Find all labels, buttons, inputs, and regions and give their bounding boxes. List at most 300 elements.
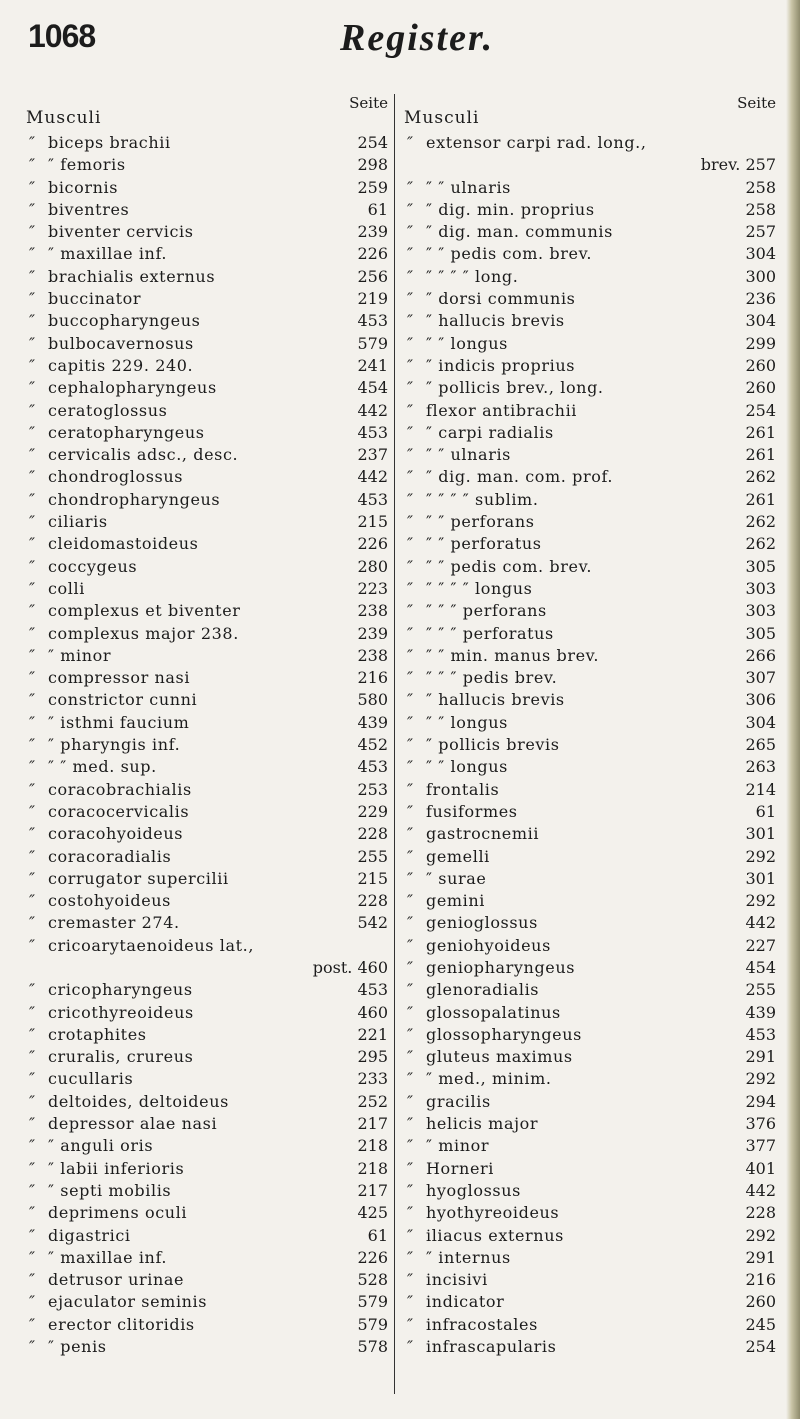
index-entry bbox=[404, 779, 776, 801]
index-entry bbox=[404, 979, 776, 1001]
entry-page-number: 254 bbox=[357, 133, 388, 152]
entry-name: compressor nasi bbox=[48, 668, 191, 688]
entry-name: biceps brachii bbox=[48, 133, 171, 152]
entry-page-number: 61 bbox=[755, 801, 776, 821]
entry-name: ″ ″ longus bbox=[426, 757, 508, 777]
entry-name: hyoglossus bbox=[426, 1180, 521, 1200]
index-entry bbox=[404, 578, 776, 600]
index-entry bbox=[26, 1180, 388, 1202]
index-entry bbox=[26, 1336, 388, 1358]
ditto-mark: ″ bbox=[29, 534, 35, 554]
index-entry bbox=[26, 734, 388, 756]
ditto-mark: ″ bbox=[407, 244, 413, 264]
entry-name: ″ dig. man. com. prof. bbox=[426, 467, 614, 487]
entry-page-number: 460 bbox=[357, 957, 388, 977]
ditto-mark: ″ bbox=[29, 355, 35, 375]
index-entry bbox=[26, 1024, 388, 1046]
index-entry bbox=[404, 756, 776, 778]
ditto-mark: ″ bbox=[407, 333, 413, 353]
ditto-mark: ″ bbox=[29, 1091, 35, 1111]
entry-name: cremaster 274. bbox=[48, 913, 180, 933]
entry-page-number: 256 bbox=[357, 266, 388, 286]
entry-page-number: 252 bbox=[357, 1091, 388, 1111]
entry-continuation bbox=[313, 957, 388, 979]
index-entry bbox=[26, 422, 388, 444]
index-entry bbox=[404, 1158, 776, 1180]
entry-page-number: 226 bbox=[357, 1247, 388, 1267]
entry-name: ″ surae bbox=[426, 868, 487, 888]
entry-name: bulbocavernosus bbox=[48, 333, 194, 353]
entry-page-number: 262 bbox=[745, 512, 776, 532]
ditto-mark: ″ bbox=[407, 980, 413, 1000]
index-entry bbox=[26, 1002, 388, 1024]
seite-label: Seite bbox=[349, 94, 388, 112]
entry-name: ″ ″ longus bbox=[426, 333, 508, 353]
ditto-mark: ″ bbox=[29, 445, 35, 465]
entry-name: ″ anguli oris bbox=[48, 1136, 154, 1156]
index-entry bbox=[404, 712, 776, 734]
index-entry bbox=[404, 734, 776, 756]
ditto-mark: ″ bbox=[407, 757, 413, 777]
index-entry bbox=[404, 1091, 776, 1113]
index-entry bbox=[404, 1068, 776, 1090]
index-entry bbox=[404, 823, 776, 845]
ditto-mark: ″ bbox=[29, 913, 35, 933]
entry-name: ″ ″ med. sup. bbox=[48, 757, 157, 777]
index-entry bbox=[404, 466, 776, 488]
index-entry bbox=[26, 132, 388, 154]
entry-name: cervicalis adsc., desc. bbox=[48, 445, 239, 465]
index-entry bbox=[26, 912, 388, 934]
entry-name: glenoradialis bbox=[426, 980, 540, 1000]
entry-page-number: 255 bbox=[357, 846, 388, 866]
index-entry bbox=[404, 511, 776, 533]
ditto-mark: ″ bbox=[407, 779, 413, 799]
ditto-mark: ″ bbox=[29, 1225, 35, 1245]
entry-page-number: 257 bbox=[745, 155, 776, 175]
entry-name: depressor alae nasi bbox=[48, 1114, 218, 1134]
ditto-mark: ″ bbox=[407, 846, 413, 866]
entry-page-number: 439 bbox=[357, 712, 388, 732]
entry-page-number: 215 bbox=[357, 868, 388, 888]
entry-name: constrictor cunni bbox=[48, 690, 198, 710]
ditto-mark: ″ bbox=[29, 133, 35, 152]
index-entry bbox=[404, 377, 776, 399]
entry-page-number: 216 bbox=[357, 668, 388, 688]
entry-name: coracocervicalis bbox=[48, 801, 190, 821]
left-column bbox=[26, 94, 388, 1358]
entry-page-number: 226 bbox=[357, 244, 388, 264]
entry-name: ″ ″ pedis com. brev. bbox=[426, 556, 593, 576]
ditto-mark: ″ bbox=[29, 422, 35, 442]
index-entry bbox=[404, 1225, 776, 1247]
entry-page-number: 265 bbox=[745, 735, 776, 755]
index-entry-list bbox=[26, 132, 388, 1358]
index-entry bbox=[26, 333, 388, 355]
index-entry bbox=[404, 177, 776, 199]
ditto-mark: ″ bbox=[29, 1136, 35, 1156]
ditto-mark: ″ bbox=[29, 868, 35, 888]
entry-name: cricoarytaenoideus lat., bbox=[48, 935, 255, 955]
entry-page-number: 291 bbox=[745, 1047, 776, 1067]
index-entry bbox=[26, 154, 388, 176]
entry-page-number: 305 bbox=[745, 556, 776, 576]
ditto-mark: ″ bbox=[407, 1091, 413, 1111]
index-entry bbox=[404, 199, 776, 221]
ditto-mark: ″ bbox=[29, 266, 35, 286]
entry-name: chondroglossus bbox=[48, 467, 184, 487]
ditto-mark: ″ bbox=[29, 311, 35, 331]
index-entry bbox=[26, 1046, 388, 1068]
entry-name: ″ maxillae inf. bbox=[48, 244, 168, 264]
index-entry bbox=[26, 1291, 388, 1313]
entry-name: ″ ″ ulnaris bbox=[426, 177, 511, 197]
ditto-mark: ″ bbox=[29, 645, 35, 665]
index-entry bbox=[26, 243, 388, 265]
entry-name: ″ med., minim. bbox=[426, 1069, 552, 1089]
entry-page-number: 228 bbox=[745, 1203, 776, 1223]
ditto-mark: ″ bbox=[407, 1337, 413, 1357]
index-entry bbox=[404, 667, 776, 689]
ditto-mark: ″ bbox=[407, 957, 413, 977]
index-entry bbox=[26, 712, 388, 734]
entry-name: ″ minor bbox=[426, 1136, 490, 1156]
entry-name: geniopharyngeus bbox=[426, 957, 576, 977]
index-entry bbox=[404, 1002, 776, 1024]
entry-name: ″ penis bbox=[48, 1337, 107, 1357]
entry-page-number: 542 bbox=[357, 913, 388, 933]
index-entry bbox=[26, 221, 388, 243]
ditto-mark: ″ bbox=[407, 445, 413, 465]
right-column bbox=[404, 94, 776, 1358]
ditto-mark: ″ bbox=[407, 1203, 413, 1223]
seite-label: Seite bbox=[737, 94, 776, 112]
index-entry bbox=[404, 689, 776, 711]
ditto-mark: ″ bbox=[29, 824, 35, 844]
ditto-mark: ″ bbox=[407, 289, 413, 309]
entry-name: bicornis bbox=[48, 177, 119, 197]
index-entry bbox=[26, 377, 388, 399]
entry-page-number: 260 bbox=[745, 378, 776, 398]
entry-name: crotaphites bbox=[48, 1024, 147, 1044]
entry-page-number: 304 bbox=[745, 311, 776, 331]
entry-page-number: 219 bbox=[357, 289, 388, 309]
entry-page-number: 453 bbox=[357, 311, 388, 331]
index-entry bbox=[404, 1314, 776, 1336]
entry-page-number: 218 bbox=[357, 1136, 388, 1156]
ditto-mark: ″ bbox=[407, 1002, 413, 1022]
index-entry bbox=[404, 422, 776, 444]
index-entry bbox=[26, 199, 388, 221]
entry-name: ″ ″ longus bbox=[426, 712, 508, 732]
index-entry bbox=[404, 533, 776, 555]
entry-page-number: 215 bbox=[357, 512, 388, 532]
section-heading: Musculi bbox=[26, 108, 102, 128]
entry-name: detrusor urinae bbox=[48, 1270, 185, 1290]
entry-page-number: 258 bbox=[745, 177, 776, 197]
entry-page-number: 442 bbox=[745, 913, 776, 933]
ditto-mark: ″ bbox=[407, 1225, 413, 1245]
ditto-mark: ″ bbox=[29, 1024, 35, 1044]
index-entry bbox=[26, 1225, 388, 1247]
index-entry bbox=[26, 1113, 388, 1135]
entry-page-number: 294 bbox=[745, 1091, 776, 1111]
entry-name: ″ indicis proprius bbox=[426, 355, 576, 375]
ditto-mark: ″ bbox=[407, 623, 413, 643]
ditto-mark: ″ bbox=[29, 1069, 35, 1089]
index-entry bbox=[404, 1291, 776, 1313]
entry-page-number: 263 bbox=[745, 757, 776, 777]
entry-page-number: 237 bbox=[357, 445, 388, 465]
ditto-mark: ″ bbox=[29, 735, 35, 755]
index-entry bbox=[26, 890, 388, 912]
entry-name: ″ ″ min. manus brev. bbox=[426, 645, 600, 665]
entry-page-number: 301 bbox=[745, 868, 776, 888]
index-entry bbox=[404, 444, 776, 466]
entry-page-number: 305 bbox=[745, 623, 776, 643]
index-entry bbox=[404, 645, 776, 667]
index-entry bbox=[26, 779, 388, 801]
entry-name: ″ ″ ″ ″ longus bbox=[426, 578, 533, 598]
entry-page-number: 262 bbox=[745, 534, 776, 554]
index-entry bbox=[404, 1180, 776, 1202]
entry-name: gluteus maximus bbox=[426, 1047, 573, 1067]
entry-page-number: 261 bbox=[745, 422, 776, 442]
entry-page-number: 295 bbox=[357, 1047, 388, 1067]
index-entry bbox=[404, 912, 776, 934]
entry-page-number: 239 bbox=[357, 623, 388, 643]
ditto-mark: ″ bbox=[407, 913, 413, 933]
index-entry bbox=[404, 221, 776, 243]
page-title: Register. bbox=[340, 17, 495, 59]
entry-page-number: 227 bbox=[745, 935, 776, 955]
entry-page-number: 453 bbox=[357, 489, 388, 509]
entry-name: ″ pollicis brevis bbox=[426, 735, 560, 755]
ditto-mark: ″ bbox=[407, 355, 413, 375]
entry-name: glossopharyngeus bbox=[426, 1024, 582, 1044]
entry-name: corrugator supercilii bbox=[48, 868, 229, 888]
entry-name: ″ isthmi faucium bbox=[48, 712, 190, 732]
index-entry bbox=[26, 645, 388, 667]
entry-page-number: 238 bbox=[357, 601, 388, 621]
entry-name: erector clitoridis bbox=[48, 1314, 195, 1334]
entry-name: ″ septi mobilis bbox=[48, 1180, 172, 1200]
entry-name: biventer cervicis bbox=[48, 222, 194, 242]
entry-name: Horneri bbox=[426, 1158, 494, 1178]
index-entry bbox=[26, 979, 388, 1001]
column-divider bbox=[394, 94, 395, 1394]
entry-page-number: 452 bbox=[357, 735, 388, 755]
entry-page-number: 460 bbox=[357, 1002, 388, 1022]
entry-page-number: 258 bbox=[745, 199, 776, 219]
entry-name: ″ carpi radialis bbox=[426, 422, 554, 442]
ditto-mark: ″ bbox=[29, 1180, 35, 1200]
entry-page-number: 257 bbox=[745, 222, 776, 242]
entry-page-number: 439 bbox=[745, 1002, 776, 1022]
entry-page-number: 254 bbox=[745, 400, 776, 420]
index-entry bbox=[404, 600, 776, 622]
entry-page-number: 226 bbox=[357, 534, 388, 554]
ditto-mark: ″ bbox=[29, 244, 35, 264]
index-entry bbox=[26, 623, 388, 645]
ditto-mark: ″ bbox=[29, 1158, 35, 1178]
ditto-mark: ″ bbox=[407, 1247, 413, 1267]
entry-page-number: 233 bbox=[357, 1069, 388, 1089]
index-entry bbox=[26, 1247, 388, 1269]
index-entry bbox=[26, 868, 388, 890]
entry-name: glossopalatinus bbox=[426, 1002, 561, 1022]
ditto-mark: ″ bbox=[29, 1314, 35, 1334]
ditto-mark: ″ bbox=[407, 735, 413, 755]
ditto-mark: ″ bbox=[407, 801, 413, 821]
ditto-mark: ″ bbox=[29, 601, 35, 621]
entry-page-number: 291 bbox=[745, 1247, 776, 1267]
entry-page-number: 61 bbox=[367, 199, 388, 219]
ditto-mark: ″ bbox=[29, 155, 35, 175]
entry-name: ″ internus bbox=[426, 1247, 511, 1267]
entry-page-number: 228 bbox=[357, 891, 388, 911]
entry-page-number: 217 bbox=[357, 1180, 388, 1200]
entry-name: ″ ″ ulnaris bbox=[426, 445, 511, 465]
entry-page-number: 307 bbox=[745, 668, 776, 688]
entry-name: buccopharyngeus bbox=[48, 311, 201, 331]
ditto-mark: ″ bbox=[407, 868, 413, 888]
entry-page-number: 301 bbox=[745, 824, 776, 844]
index-entry bbox=[26, 489, 388, 511]
entry-name: frontalis bbox=[426, 779, 500, 799]
entry-name: ″ ″ ″ ″ sublim. bbox=[426, 489, 539, 509]
section-heading: Musculi bbox=[404, 108, 480, 128]
entry-name: cruralis, crureus bbox=[48, 1047, 194, 1067]
index-entry bbox=[26, 466, 388, 488]
entry-name: gracilis bbox=[426, 1091, 491, 1111]
entry-name: cucullaris bbox=[48, 1069, 134, 1089]
entry-name: ″ ″ ″ perforans bbox=[426, 601, 547, 621]
ditto-mark: ″ bbox=[407, 1270, 413, 1290]
entry-name: costohyoideus bbox=[48, 891, 171, 911]
ditto-mark: ″ bbox=[29, 578, 35, 598]
index-entry bbox=[404, 556, 776, 578]
ditto-mark: ″ bbox=[29, 400, 35, 420]
entry-name: gemelli bbox=[426, 846, 490, 866]
right-column-header bbox=[404, 94, 776, 132]
index-entry bbox=[404, 1135, 776, 1157]
index-entry bbox=[404, 1269, 776, 1291]
entry-name: indicator bbox=[426, 1292, 505, 1312]
entry-name: extensor carpi rad. long., bbox=[426, 133, 647, 152]
ditto-mark: ″ bbox=[29, 935, 35, 955]
entry-page-number: 292 bbox=[745, 1069, 776, 1089]
entry-page-number: 453 bbox=[357, 757, 388, 777]
entry-page-number: 238 bbox=[357, 645, 388, 665]
ditto-mark: ″ bbox=[407, 1114, 413, 1134]
ditto-mark: ″ bbox=[29, 779, 35, 799]
ditto-mark: ″ bbox=[407, 891, 413, 911]
entry-name: ″ pharyngis inf. bbox=[48, 735, 181, 755]
entry-name: ″ pollicis brev., long. bbox=[426, 378, 604, 398]
ditto-mark: ″ bbox=[407, 133, 413, 152]
ditto-mark: ″ bbox=[407, 935, 413, 955]
ditto-mark: ″ bbox=[29, 980, 35, 1000]
entry-name: ″ ″ perforatus bbox=[426, 534, 542, 554]
ditto-mark: ″ bbox=[407, 645, 413, 665]
entry-name: infracostales bbox=[426, 1314, 538, 1334]
entry-name: infrascapularis bbox=[426, 1337, 557, 1357]
ditto-mark: ″ bbox=[29, 891, 35, 911]
ditto-mark: ″ bbox=[407, 378, 413, 398]
index-entry bbox=[404, 243, 776, 265]
ditto-mark: ″ bbox=[407, 534, 413, 554]
ditto-mark: ″ bbox=[407, 512, 413, 532]
ditto-mark: ″ bbox=[407, 199, 413, 219]
entry-page-number: 298 bbox=[357, 155, 388, 175]
entry-name: cricothyreoideus bbox=[48, 1002, 194, 1022]
index-entry bbox=[404, 890, 776, 912]
entry-page-number: 262 bbox=[745, 467, 776, 487]
ditto-mark: ″ bbox=[29, 333, 35, 353]
index-entry bbox=[404, 1202, 776, 1224]
index-entry bbox=[404, 288, 776, 310]
entry-page-number: 261 bbox=[745, 445, 776, 465]
entry-name: cephalopharyngeus bbox=[48, 378, 217, 398]
index-entry-list bbox=[404, 132, 776, 1358]
entry-page-number: 292 bbox=[745, 846, 776, 866]
index-entry bbox=[404, 355, 776, 377]
ditto-mark: ″ bbox=[407, 578, 413, 598]
entry-name: ceratopharyngeus bbox=[48, 422, 205, 442]
entry-name: ″ ″ perforans bbox=[426, 512, 535, 532]
entry-page-number: 61 bbox=[367, 1225, 388, 1245]
entry-name: buccinator bbox=[48, 289, 142, 309]
entry-name: ″ femoris bbox=[48, 155, 126, 175]
index-entry bbox=[26, 935, 388, 980]
index-entry bbox=[26, 1068, 388, 1090]
ditto-mark: ″ bbox=[407, 1136, 413, 1156]
entry-page-number: 454 bbox=[357, 378, 388, 398]
index-entry bbox=[404, 801, 776, 823]
index-entry bbox=[26, 556, 388, 578]
entry-page-number: 299 bbox=[745, 333, 776, 353]
ditto-mark: ″ bbox=[29, 712, 35, 732]
entry-page-number: 260 bbox=[745, 1292, 776, 1312]
page-number: 1068 bbox=[28, 18, 96, 54]
entry-name: ciliaris bbox=[48, 512, 108, 532]
entry-name: biventres bbox=[48, 199, 130, 219]
index-entry bbox=[404, 1336, 776, 1358]
entry-page-number: 259 bbox=[357, 177, 388, 197]
ditto-mark: ″ bbox=[407, 177, 413, 197]
index-entry bbox=[26, 511, 388, 533]
ditto-mark: ″ bbox=[29, 1247, 35, 1267]
entry-name: iliacus externus bbox=[426, 1225, 564, 1245]
entry-page-number: 303 bbox=[745, 601, 776, 621]
ditto-mark: ″ bbox=[407, 690, 413, 710]
entry-name: fusiformes bbox=[426, 801, 518, 821]
index-entry bbox=[404, 935, 776, 957]
index-entry bbox=[404, 1046, 776, 1068]
entry-name: brachialis externus bbox=[48, 266, 216, 286]
entry-page-number: 453 bbox=[357, 980, 388, 1000]
entry-name: ceratoglossus bbox=[48, 400, 168, 420]
ditto-mark: ″ bbox=[29, 556, 35, 576]
index-entry bbox=[404, 310, 776, 332]
ditto-mark: ″ bbox=[29, 222, 35, 242]
entry-page-number: 254 bbox=[745, 1337, 776, 1357]
index-entry bbox=[26, 288, 388, 310]
index-entry bbox=[26, 400, 388, 422]
index-entry bbox=[404, 957, 776, 979]
entry-name: flexor antibrachii bbox=[426, 400, 578, 420]
